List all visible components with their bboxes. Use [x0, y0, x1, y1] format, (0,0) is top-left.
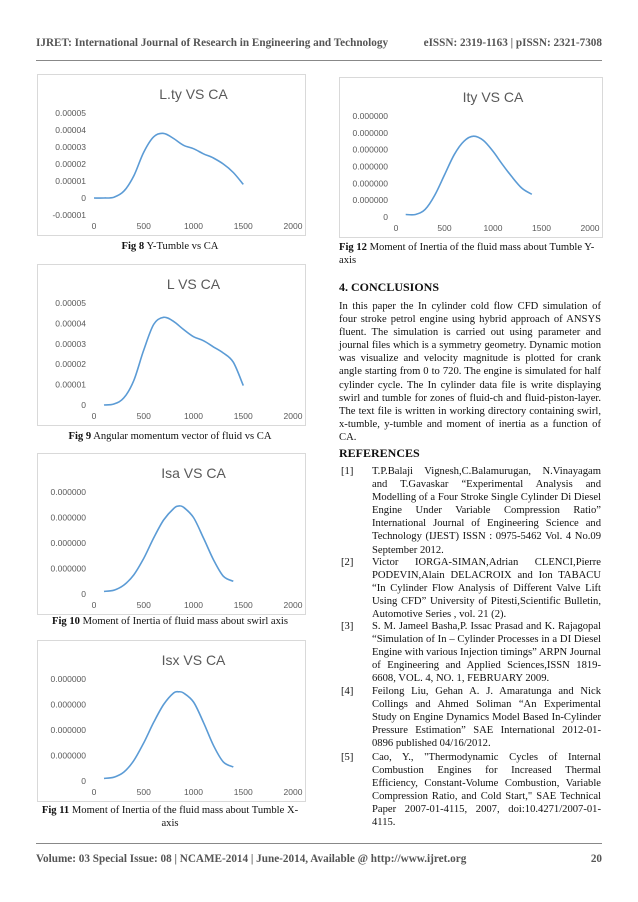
chart-svg [38, 75, 305, 235]
reference-text: Cao, Y., "Thermodynamic Cycles of Internal Combustion Engines for Increased Thermal Efficiency, Constant-Volume Combustion, Variable Compression Ratio, and Cold Start," SAE Technical Paper 2007-01-4115, 2007, doi:10.4271/2007-01-4115. [372, 752, 601, 829]
x-tick-label: 0 [91, 600, 97, 610]
x-tick-label: 1000 [184, 411, 203, 421]
y-tick-label: 0.000000 [352, 127, 388, 138]
y-tick-label: 0 [81, 776, 86, 786]
caption-fig8-label: Fig 8 [121, 241, 145, 252]
chart-title: Ity VS CA [462, 89, 524, 105]
issn: eISSN: 2319-1163 | pISSN: 2321-7308 [423, 37, 602, 49]
y-tick-label: 0.000000 [50, 699, 86, 710]
chart-svg [38, 454, 305, 614]
chart-fig11 [37, 640, 306, 802]
y-tick-label: 0.000000 [352, 161, 388, 172]
reference-number: [4] [341, 686, 354, 697]
x-tick-label: 1000 [483, 223, 503, 233]
y-tick-label: 0.000000 [50, 750, 86, 761]
reference-item [339, 465, 601, 555]
x-tick-label: 2000 [283, 411, 303, 421]
y-tick-label: 0.00001 [55, 379, 86, 390]
series-line [406, 136, 532, 215]
x-tick-label: 0 [91, 221, 97, 231]
y-tick-label: 0.00002 [55, 159, 86, 169]
caption-fig9 [36, 430, 304, 443]
reference-text: Victor IORGA-SIMAN,Adrian CLENCI,Pierre PODEVIN,Alain DELACROIX and Ion TABACU “In Cylinder Flow Analysis of Different Valve Lift Using CFD” University of Pitesti,Scientific Bulletin, Automotive Series , vol. 21 (2). [372, 557, 601, 621]
references-heading: REFERENCES [339, 446, 420, 460]
series-line [94, 133, 243, 198]
y-tick-label: 0 [81, 400, 86, 410]
x-tick-label: 2000 [283, 787, 303, 797]
chart-title: Isx VS CA [161, 652, 226, 668]
reference-item [339, 685, 601, 749]
y-tick-label: 0 [81, 193, 86, 203]
reference-item [339, 751, 601, 829]
reference-number: [5] [341, 752, 354, 763]
x-tick-label: 500 [136, 787, 151, 797]
y-tick-label: 0.00005 [55, 108, 86, 118]
caption-fig12 [339, 241, 603, 267]
reference-text: T.P.Balaji Vignesh,C.Balamurugan, N.Vinayagam and T.Gavaskar “Experimental Analysis and Modelling of a Four Stroke Single Cylinder Di Diesel Engine Under Variable Compression Ratio” International Journal of Engineering Science and Technology (IJEST) ISSN : 0975-5462 Vol. 4 No.09 September 2012. [372, 466, 601, 556]
caption-fig11-label: Fig 11 [41, 805, 70, 816]
x-tick-label: 500 [136, 600, 151, 610]
y-tick-label: 0.000000 [352, 111, 388, 121]
chart-title: Isa VS CA [161, 465, 226, 481]
y-tick-label: 0.000000 [50, 538, 86, 548]
caption-fig11-text: Moment of Inertia of the fluid mass about Tumble X-axis [69, 805, 299, 829]
y-tick-label: 0.000000 [50, 487, 86, 497]
x-tick-label: 500 [136, 221, 151, 231]
y-tick-label: 0.000000 [50, 725, 86, 735]
y-tick-label: 0.00003 [55, 142, 86, 152]
footer-rule [36, 843, 602, 844]
caption-fig10-label: Fig 10 [52, 616, 80, 627]
chart-title: L.ty VS CA [159, 86, 228, 102]
x-tick-label: 500 [136, 411, 151, 421]
caption-fig9-label: Fig 9 [68, 431, 92, 442]
y-tick-label: 0.000000 [50, 674, 86, 684]
chart-fig9 [37, 264, 306, 426]
chart-svg [340, 78, 602, 237]
x-tick-label: 1000 [184, 221, 203, 231]
y-tick-label: 0 [383, 212, 388, 222]
x-tick-label: 0 [91, 787, 97, 797]
y-tick-label: 0.00003 [55, 338, 86, 349]
reference-text: Feilong Liu, Gehan A. J. Amaratunga and Nick Collings and Ahmed Soliman “An Experimental Study on Engine Dynamics Model Based In-Cylinder Pressure Estimation” SAE International 2012-01-0896 published 04/16/2012. [372, 686, 601, 750]
y-tick-label: 0.000000 [50, 512, 86, 523]
caption-fig10 [36, 615, 304, 628]
caption-fig10-text: Moment of Inertia of fluid mass about swirl axis [79, 616, 288, 627]
chart-fig10 [37, 453, 306, 615]
caption-fig8-text: Y-Tumble vs CA [144, 241, 219, 252]
caption-fig12-text: Moment of Inertia of the fluid mass about Tumble Y-axis [339, 242, 595, 266]
y-tick-label: 0.000000 [352, 144, 388, 155]
y-tick-label: 0 [81, 589, 86, 599]
reference-number: [2] [341, 557, 354, 568]
y-tick-label: 0.000000 [352, 195, 388, 206]
series-line [104, 506, 233, 592]
y-tick-label: 0.00002 [55, 359, 86, 370]
x-tick-label: 0 [91, 411, 97, 421]
x-tick-label: 2000 [283, 600, 303, 610]
x-tick-label: 1000 [184, 787, 203, 797]
caption-fig9-text: Angular momentum vector of fluid vs CA [91, 431, 272, 442]
reference-number: [1] [341, 466, 354, 477]
x-tick-label: 1500 [233, 221, 253, 231]
chart-svg [38, 265, 305, 425]
x-tick-label: 1000 [184, 600, 203, 610]
series-line [104, 317, 243, 405]
page-number: 20 [590, 853, 602, 865]
caption-fig8 [36, 240, 304, 253]
y-tick-label: 0.00001 [55, 176, 86, 186]
y-tick-label: 0.000000 [50, 563, 86, 574]
caption-fig12-label: Fig 12 [339, 242, 367, 253]
chart-svg [38, 641, 305, 801]
chart-fig12 [339, 77, 603, 238]
x-tick-label: 1500 [233, 411, 253, 421]
x-tick-label: 1500 [233, 787, 253, 797]
reference-number: [3] [341, 621, 354, 632]
y-tick-label: 0.00005 [55, 298, 86, 308]
journal-title: IJRET: International Journal of Research in Engineering and Technology [36, 37, 389, 49]
header-rule [36, 60, 602, 61]
y-tick-label: 0.00004 [55, 318, 86, 329]
x-tick-label: 0 [393, 223, 399, 233]
chart-title: L VS CA [166, 276, 221, 292]
x-tick-label: 2000 [580, 223, 600, 233]
chart-fig8 [37, 74, 306, 236]
series-line [104, 692, 233, 779]
x-tick-label: 1500 [233, 600, 253, 610]
caption-fig11 [36, 804, 304, 830]
y-tick-label: 0.000000 [352, 178, 388, 189]
conclusions-heading: 4. CONCLUSIONS [339, 280, 440, 294]
x-tick-label: 1500 [532, 223, 551, 233]
x-tick-label: 2000 [283, 221, 303, 231]
x-tick-label: 500 [437, 223, 452, 233]
y-tick-label: 0.00004 [55, 125, 86, 135]
reference-item [339, 556, 601, 620]
y-tick-label: -0.00001 [52, 210, 86, 220]
footer-text: Volume: 03 Special Issue: 08 | NCAME-2014 | June-2014, Available @ http://www.ijret.org [36, 853, 467, 865]
reference-text: S. M. Jameel Basha,P. Issac Prasad and K. Rajagopal “Simulation of In – Cylinder Processes in a DI Diesel Engine with various Injection timings” ARPN Journal of Engineering and Applied Sciences,ISSN 1819-6608, VOL. 4, NO. 1, FEBRUARY 2009. [372, 621, 601, 685]
conclusions-text: In this paper the In cylinder cold flow CFD simulation of four stroke petrol engine using hybrid approach of ANSYS fluent. The simulation is carried out using parameter and journal files which is a symmetry geometry. Dynamic motion was visualize and velocity magnitude is plotted for crank angle starting from 0 to 720. The engine is simulated for half cylinder cycle. The In cylinder data file is write displaying swirl and tumble for zones of fluid-ch and fluid-piston-layer. The text file is written in working directory containing swirl, x-tumble, y-tumble and moment of inertia as a function of CA. [339, 301, 601, 443]
reference-item [339, 620, 601, 684]
